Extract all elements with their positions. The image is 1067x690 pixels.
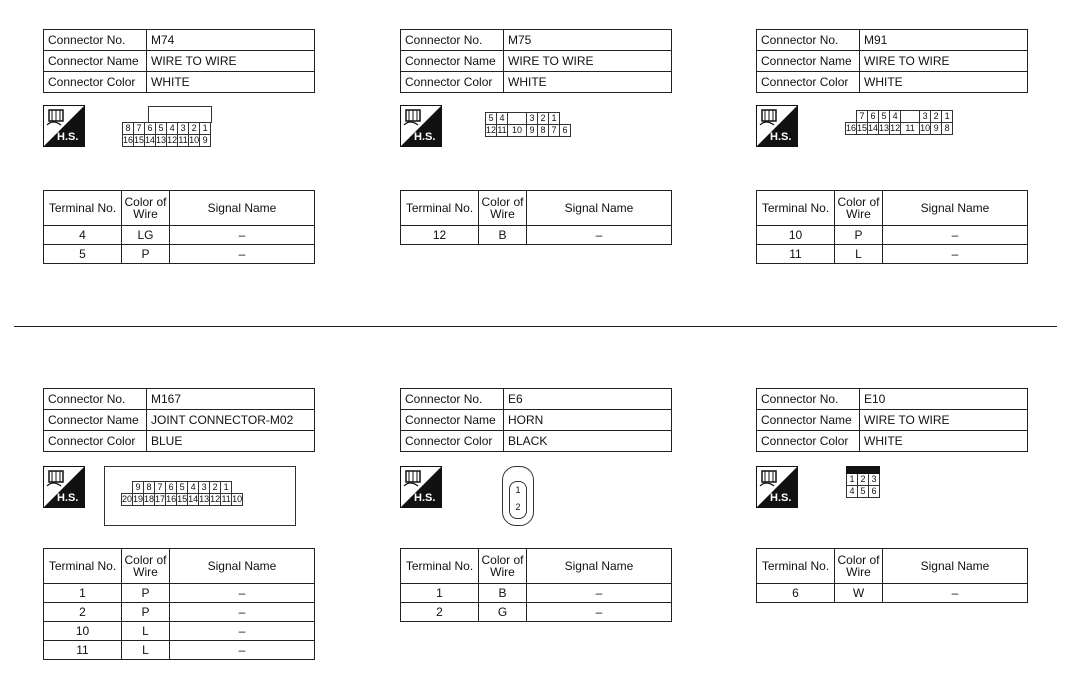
info-label: Connector Color: [401, 431, 504, 452]
info-value: WHITE: [860, 72, 1028, 93]
pin-cell: 3: [920, 111, 931, 123]
info-label: Connector No.: [757, 30, 860, 51]
wire-color-cell: L: [122, 622, 170, 641]
info-label: Connector No.: [44, 30, 147, 51]
header-terminal-no: Terminal No.: [401, 549, 479, 584]
wire-color-cell: B: [479, 584, 527, 603]
pin-cell: 6: [868, 111, 879, 123]
pin-cell: 6: [560, 125, 571, 137]
signal-name-cell: –: [883, 245, 1028, 264]
pin-cell: 14: [188, 494, 199, 504]
terminal-no-cell: 4: [44, 226, 122, 245]
info-label: Connector Name: [401, 410, 504, 431]
pin-cell: 9: [200, 135, 211, 147]
pin-cell: 2: [931, 111, 942, 123]
pin-cell: 9: [931, 123, 942, 135]
terminal-table: [756, 548, 1028, 603]
pin-label: 1: [515, 485, 521, 495]
pin-cell: 2: [189, 123, 200, 135]
hs-label: H.S.: [770, 492, 792, 504]
header-terminal-no: Terminal No.: [757, 191, 835, 226]
wire-color-cell: P: [122, 584, 170, 603]
wire-color-cell: L: [122, 641, 170, 660]
pin-cell: 4: [167, 123, 178, 135]
info-value: JOINT CONNECTOR-M02: [147, 410, 315, 431]
info-value: E6: [504, 389, 672, 410]
pin-cell: 7: [134, 123, 145, 135]
info-label: Connector No.: [401, 30, 504, 51]
table-row: [44, 226, 315, 245]
pin-cell: 12: [890, 123, 901, 133]
header-signal-name: Signal Name: [527, 191, 672, 226]
connector-info-table: [400, 29, 672, 93]
signal-name-cell: –: [883, 226, 1028, 245]
pin-cell: 15: [177, 494, 188, 504]
pin-cell: 7: [857, 111, 868, 123]
connector-face-diagram: [485, 112, 571, 137]
signal-name-cell: –: [170, 641, 315, 660]
pin-cell: 8: [942, 123, 953, 135]
harness-side-icon: [756, 466, 798, 508]
terminal-no-cell: 10: [757, 226, 835, 245]
signal-name-cell: –: [170, 584, 315, 603]
pin-cell: 10: [232, 494, 243, 504]
table-row: [401, 603, 672, 622]
pin-cell: 11: [901, 123, 920, 135]
header-signal-name: Signal Name: [883, 549, 1028, 584]
info-value: BLUE: [147, 431, 315, 452]
info-label: Connector Name: [44, 51, 147, 72]
header-signal-name: Signal Name: [527, 549, 672, 584]
signal-name-cell: –: [170, 226, 315, 245]
info-value: M74: [147, 30, 315, 51]
wire-color-cell: P: [122, 603, 170, 622]
pin-cell: 4: [497, 113, 508, 125]
terminal-table: [400, 548, 672, 622]
pin-cell: 3: [199, 482, 210, 494]
pin-cell: 16: [846, 123, 857, 133]
pin-cell: 10: [920, 123, 931, 133]
harness-side-icon: [400, 105, 442, 147]
info-label: Connector No.: [757, 389, 860, 410]
terminal-table-e6: [400, 548, 672, 622]
pin-cell: 10: [189, 135, 200, 145]
wire-color-cell: B: [479, 226, 527, 245]
info-label: Connector Name: [757, 410, 860, 431]
pin-cell: 2: [538, 113, 549, 125]
info-value: M91: [860, 30, 1028, 51]
connector-info-m75: [400, 29, 672, 93]
pin-cell: 2: [210, 482, 221, 494]
info-label: Connector Color: [44, 72, 147, 93]
wire-color-cell: G: [479, 603, 527, 622]
header-color-of-wire: Color of Wire: [835, 549, 883, 584]
info-label: Connector Color: [44, 431, 147, 452]
terminal-table-e10: [756, 548, 1028, 603]
connector-info-table: [43, 29, 315, 93]
pin-cell: 9: [527, 125, 538, 137]
harness-side-icon: [43, 466, 85, 508]
terminal-table: [756, 190, 1028, 264]
terminal-table-m74: [43, 190, 315, 264]
connector-face-diagram: [845, 110, 953, 135]
table-row: [757, 245, 1028, 264]
signal-name-cell: –: [170, 245, 315, 264]
pin-cell: 13: [199, 494, 210, 504]
pin-cell: [508, 113, 527, 125]
connector-info-e10: [756, 388, 1028, 452]
pin-cell: 1: [847, 474, 858, 486]
header-terminal-no: Terminal No.: [401, 191, 479, 226]
terminal-no-cell: 6: [757, 584, 835, 603]
header-terminal-no: Terminal No.: [757, 549, 835, 584]
header-color-of-wire: Color of Wire: [479, 549, 527, 584]
table-row: [44, 584, 315, 603]
header-signal-name: Signal Name: [170, 191, 315, 226]
header-color-of-wire: Color of Wire: [122, 191, 170, 226]
info-value: WHITE: [504, 72, 672, 93]
info-label: Connector Name: [401, 51, 504, 72]
pin-cell: [901, 111, 920, 123]
connector-info-table: [400, 388, 672, 452]
header-color-of-wire: Color of Wire: [479, 191, 527, 226]
connector-info-table: [756, 388, 1028, 452]
harness-side-icon: [756, 105, 798, 147]
pin-cell: 11: [497, 125, 507, 135]
header-terminal-no: Terminal No.: [44, 549, 122, 584]
terminal-no-cell: 11: [757, 245, 835, 264]
table-row: [401, 226, 672, 245]
signal-name-cell: –: [170, 622, 315, 641]
hs-label: H.S.: [770, 131, 792, 143]
pin-cell: 1: [942, 111, 953, 123]
pin-cell: 3: [869, 474, 880, 486]
pin-cell: 18: [144, 494, 155, 504]
info-label: Connector Color: [401, 72, 504, 93]
signal-name-cell: –: [527, 226, 672, 245]
terminal-no-cell: 5: [44, 245, 122, 264]
table-row: [757, 584, 1028, 603]
pin-cell: 5: [156, 123, 167, 135]
connector-face-diagram: [118, 106, 242, 158]
terminal-table: [400, 190, 672, 245]
pin-cell: 2: [858, 474, 869, 486]
pin-cell: 13: [156, 135, 167, 145]
pin-cell: 16: [123, 135, 134, 145]
wire-color-cell: P: [835, 226, 883, 245]
table-row: [757, 226, 1028, 245]
pin-cell: 19: [133, 494, 144, 504]
pin-cell: 9: [133, 482, 144, 494]
pin-label: 2: [515, 502, 521, 512]
pin-cell: 3: [178, 123, 189, 135]
terminal-table: [43, 548, 315, 660]
pin-cell: 10: [508, 125, 527, 137]
info-value: M167: [147, 389, 315, 410]
connector-info-m167: [43, 388, 315, 452]
pin-cell: 11: [221, 494, 231, 504]
terminal-table-m91: [756, 190, 1028, 264]
signal-name-cell: –: [883, 584, 1028, 603]
pin-cell: 4: [188, 482, 199, 494]
header-signal-name: Signal Name: [883, 191, 1028, 226]
pin-cell: 5: [879, 111, 890, 123]
terminal-no-cell: 12: [401, 226, 479, 245]
info-value: E10: [860, 389, 1028, 410]
pin-cell: 17: [155, 494, 166, 504]
connector-info-e6: [400, 388, 672, 452]
signal-name-cell: –: [170, 603, 315, 622]
header-color-of-wire: Color of Wire: [122, 549, 170, 584]
wire-color-cell: P: [122, 245, 170, 264]
table-row: [44, 603, 315, 622]
pin-cell: 15: [857, 123, 868, 133]
pin-cell: 12: [210, 494, 221, 504]
info-value: HORN: [504, 410, 672, 431]
hs-label: H.S.: [57, 131, 79, 143]
signal-name-cell: –: [527, 584, 672, 603]
connector-info-m91: [756, 29, 1028, 93]
pin-cell: 14: [145, 135, 156, 145]
terminal-table: [43, 190, 315, 264]
pin-cell: 8: [144, 482, 155, 494]
terminal-no-cell: 2: [401, 603, 479, 622]
table-row: [401, 584, 672, 603]
info-value: WIRE TO WIRE: [147, 51, 315, 72]
wire-color-cell: LG: [122, 226, 170, 245]
signal-name-cell: –: [527, 603, 672, 622]
info-value: WIRE TO WIRE: [860, 51, 1028, 72]
wire-color-cell: W: [835, 584, 883, 603]
terminal-no-cell: 2: [44, 603, 122, 622]
pin-cell: 16: [166, 494, 177, 504]
pin-cell: 15: [134, 135, 145, 145]
info-value: WIRE TO WIRE: [860, 410, 1028, 431]
info-label: Connector No.: [44, 389, 147, 410]
pin-cell: 7: [155, 482, 166, 494]
connector-face-diagram: [104, 466, 296, 526]
pin-cell: 4: [847, 486, 858, 498]
info-value: WIRE TO WIRE: [504, 51, 672, 72]
section-divider: [14, 326, 1057, 327]
terminal-no-cell: 11: [44, 641, 122, 660]
info-label: Connector Color: [757, 431, 860, 452]
pin-cell: 1: [549, 113, 560, 125]
header-color-of-wire: Color of Wire: [835, 191, 883, 226]
pin-cell: 8: [123, 123, 134, 135]
info-value: M75: [504, 30, 672, 51]
header-signal-name: Signal Name: [170, 549, 315, 584]
pin-cell: 1: [200, 123, 211, 135]
connector-info-m74: [43, 29, 315, 93]
info-value: WHITE: [860, 431, 1028, 452]
terminal-table-m167: [43, 548, 315, 660]
pin-cell: 6: [166, 482, 177, 494]
pin-cell: 14: [868, 123, 879, 133]
hs-label: H.S.: [414, 492, 436, 504]
harness-side-icon: [400, 466, 442, 508]
terminal-no-cell: 1: [401, 584, 479, 603]
terminal-no-cell: 1: [44, 584, 122, 603]
pin-cell: 20: [122, 494, 133, 504]
hs-label: H.S.: [414, 131, 436, 143]
terminal-no-cell: 10: [44, 622, 122, 641]
table-row: [44, 641, 315, 660]
pin-cell: 5: [858, 486, 869, 498]
info-label: Connector Name: [44, 410, 147, 431]
pin-cell: 13: [879, 123, 890, 133]
header-terminal-no: Terminal No.: [44, 191, 122, 226]
pin-cell: 5: [486, 113, 497, 125]
pin-cell: 12: [486, 125, 497, 135]
table-row: [44, 622, 315, 641]
table-row: [44, 245, 315, 264]
connector-face-diagram: [502, 466, 534, 526]
connector-info-table: [43, 388, 315, 452]
connector-info-table: [756, 29, 1028, 93]
info-value: BLACK: [504, 431, 672, 452]
info-label: Connector Name: [757, 51, 860, 72]
pin-cell: 1: [221, 482, 232, 494]
info-label: Connector No.: [401, 389, 504, 410]
pin-cell: 5: [177, 482, 188, 494]
pin-cell: 11: [178, 135, 188, 145]
wire-color-cell: L: [835, 245, 883, 264]
connector-face-diagram: [846, 466, 880, 498]
hs-label: H.S.: [57, 492, 79, 504]
pin-cell: 12: [167, 135, 178, 145]
pin-cell: 6: [869, 486, 880, 498]
pin-cell: 6: [145, 123, 156, 135]
pin-cell: 3: [527, 113, 538, 125]
pin-cell: 8: [538, 125, 549, 137]
terminal-table-m75: [400, 190, 672, 245]
pin-cell: 4: [890, 111, 901, 123]
info-label: Connector Color: [757, 72, 860, 93]
pin-cell: 7: [549, 125, 560, 137]
harness-side-icon: [43, 105, 85, 147]
info-value: WHITE: [147, 72, 315, 93]
